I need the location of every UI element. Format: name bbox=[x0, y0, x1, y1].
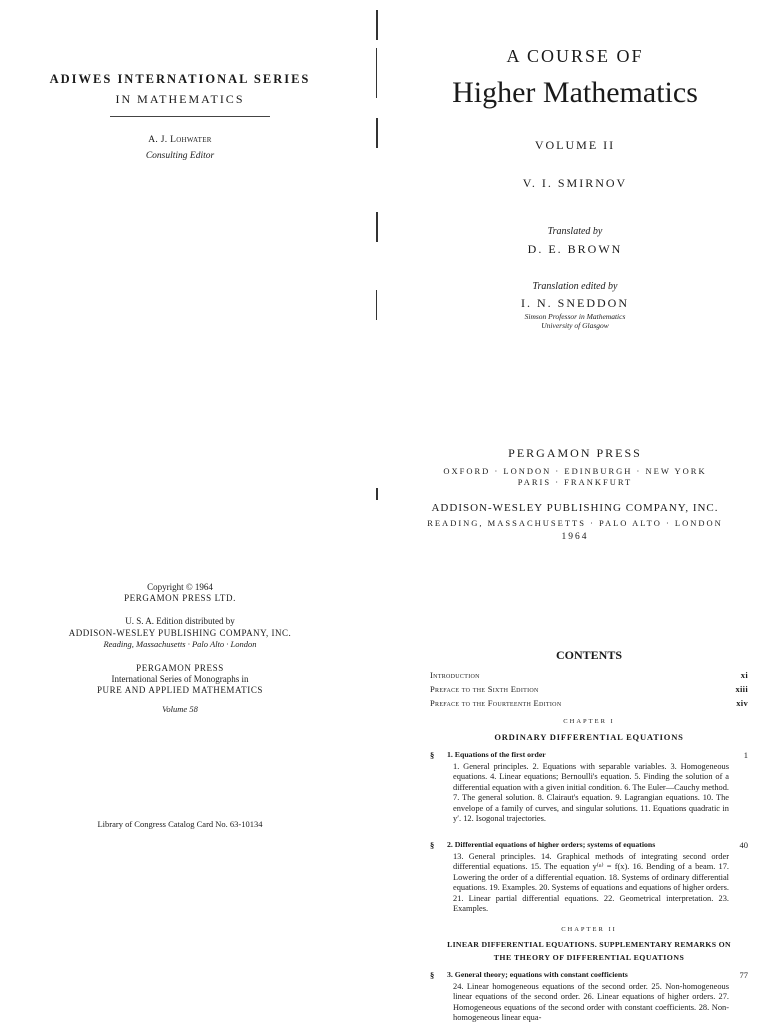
section-mark: § bbox=[430, 840, 435, 850]
volume-label: VOLUME II bbox=[534, 138, 616, 152]
editor-title-line1: Simson Professor in Mathematics bbox=[524, 312, 626, 321]
author-name: V. I. SMIRNOV bbox=[522, 176, 628, 190]
toc-entry-introduction bbox=[430, 670, 748, 680]
publication-year: 1964 bbox=[561, 532, 589, 542]
toc-entry-page: xi bbox=[740, 670, 748, 680]
loc-card-number: Library of Congress Catalog Card No. 63-10134 bbox=[97, 819, 263, 829]
chapter2-label: CHAPTER II bbox=[561, 926, 617, 933]
copublisher-name: ADDISON-WESLEY PUBLISHING COMPANY, INC. bbox=[431, 502, 719, 514]
section-title: 2. Differential equations of higher orders; systems of equations bbox=[447, 840, 656, 849]
consulting-editor-name: A. J. Lohwater bbox=[148, 135, 212, 145]
pre-title: A COURSE OF bbox=[506, 46, 644, 66]
edited-by-label: Translation edited by bbox=[532, 281, 618, 292]
distributor-name: ADDISON-WESLEY PUBLISHING COMPANY, INC. bbox=[68, 628, 292, 638]
section-2-body: 13. General principles. 14. Graphical methods of integrating second order differential equations. 15. The equation y⁽ⁿ⁾ = f(x). 16. Bending of a beam. 17. Lowering the order of a differential equation. 18. Systems of ordinary differential equations. 19. Examples. 20. Systems of equations and equations of higher orders. 21. Linear partial differential equations. 22. Geometrical interpretation. 23. Examples. bbox=[453, 852, 729, 914]
section-title: 1. Equations of the first order bbox=[447, 750, 546, 759]
toc-entry-label: Introduction bbox=[430, 670, 480, 680]
toc-entry-page: xiv bbox=[736, 698, 748, 708]
copublisher-cities: READING, MASSACHUSETTS · PALO ALTO · LONDON bbox=[427, 518, 723, 528]
copyright-holder: PERGAMON PRESS LTD. bbox=[124, 593, 236, 603]
toc-entry-label: Preface to the Sixth Edition bbox=[430, 684, 539, 694]
main-title: Higher Mathematics bbox=[452, 76, 698, 109]
chapter1-title: ORDINARY DIFFERENTIAL EQUATIONS bbox=[494, 732, 684, 742]
chapter1-label: CHAPTER I bbox=[563, 718, 615, 725]
section-title: 3. General theory; equations with constant coefficients bbox=[447, 970, 628, 979]
section-1-body: 1. General principles. 2. Equations with separable variables. 3. Homogeneous equations. 4. Linear equations; Bernoulli's equation. 5. Finding the solution of a differential equation with a given initial condition. 6. The Euler—Cauchy method. 7. The general solution. 8. Clairaut's equation. 9. Lagrangian equations. 10. The envelope of a family of curves, and singular solutions. 11. Equations quadratic in y′. 12. Isogonal trajectories. bbox=[453, 762, 729, 824]
section-page: 1 bbox=[743, 750, 748, 760]
series-name: PURE AND APPLIED MATHEMATICS bbox=[96, 685, 264, 695]
us-edition-line: U. S. A. Edition distributed by bbox=[125, 616, 235, 626]
series-title: ADIWES INTERNATIONAL SERIES bbox=[49, 72, 311, 86]
publisher-cities-2: PARIS · FRANKFURT bbox=[517, 477, 633, 487]
publisher-cities-1: OXFORD · LONDON · EDINBURGH · NEW YORK bbox=[443, 466, 707, 476]
toc-entry-label: Preface to the Fourteenth Edition bbox=[430, 698, 562, 708]
translated-by-label: Translated by bbox=[547, 226, 603, 237]
copyright-line: Copyright © 1964 bbox=[147, 582, 213, 592]
series-publisher: PERGAMON PRESS bbox=[136, 663, 224, 673]
contents-heading: CONTENTS bbox=[555, 648, 623, 662]
consulting-editor-role: Consulting Editor bbox=[145, 151, 215, 161]
translator-name: D. E. BROWN bbox=[527, 242, 623, 256]
section-3-body: 24. Linear homogeneous equations of the second order. 25. Non-homogeneous linear equations of the second order. 26. Linear equations of higher orders. 27. Homogeneous equations of the second order with constant coefficients. 28. Non-homogeneous linear equa- bbox=[453, 982, 729, 1023]
toc-entry-preface-fourteenth bbox=[430, 698, 748, 708]
toc-entry-preface-sixth bbox=[430, 684, 748, 694]
section-mark: § bbox=[430, 750, 435, 760]
page-gutter bbox=[372, 0, 384, 560]
chapter2-title-line2: THE THEORY OF DIFFERENTIAL EQUATIONS bbox=[493, 953, 685, 962]
distributor-cities: Reading, Massachusetts · Palo Alto · London bbox=[103, 639, 257, 649]
section-mark: § bbox=[430, 970, 435, 980]
editor-title-line2: University of Glasgow bbox=[541, 321, 609, 330]
editor-name: I. N. SNEDDON bbox=[521, 296, 629, 310]
section-page: 40 bbox=[739, 840, 748, 850]
chapter2-title-line1: LINEAR DIFFERENTIAL EQUATIONS. SUPPLEMENTARY REMARKS ON bbox=[447, 940, 731, 949]
section-page: 77 bbox=[739, 970, 748, 980]
publisher-name: PERGAMON PRESS bbox=[508, 446, 642, 460]
series-description: International Series of Monographs in bbox=[111, 674, 249, 684]
series-volume: Volume 58 bbox=[162, 704, 198, 714]
series-rule bbox=[110, 116, 270, 117]
series-subtitle: IN MATHEMATICS bbox=[115, 92, 245, 106]
toc-entry-page: xiii bbox=[735, 684, 748, 694]
